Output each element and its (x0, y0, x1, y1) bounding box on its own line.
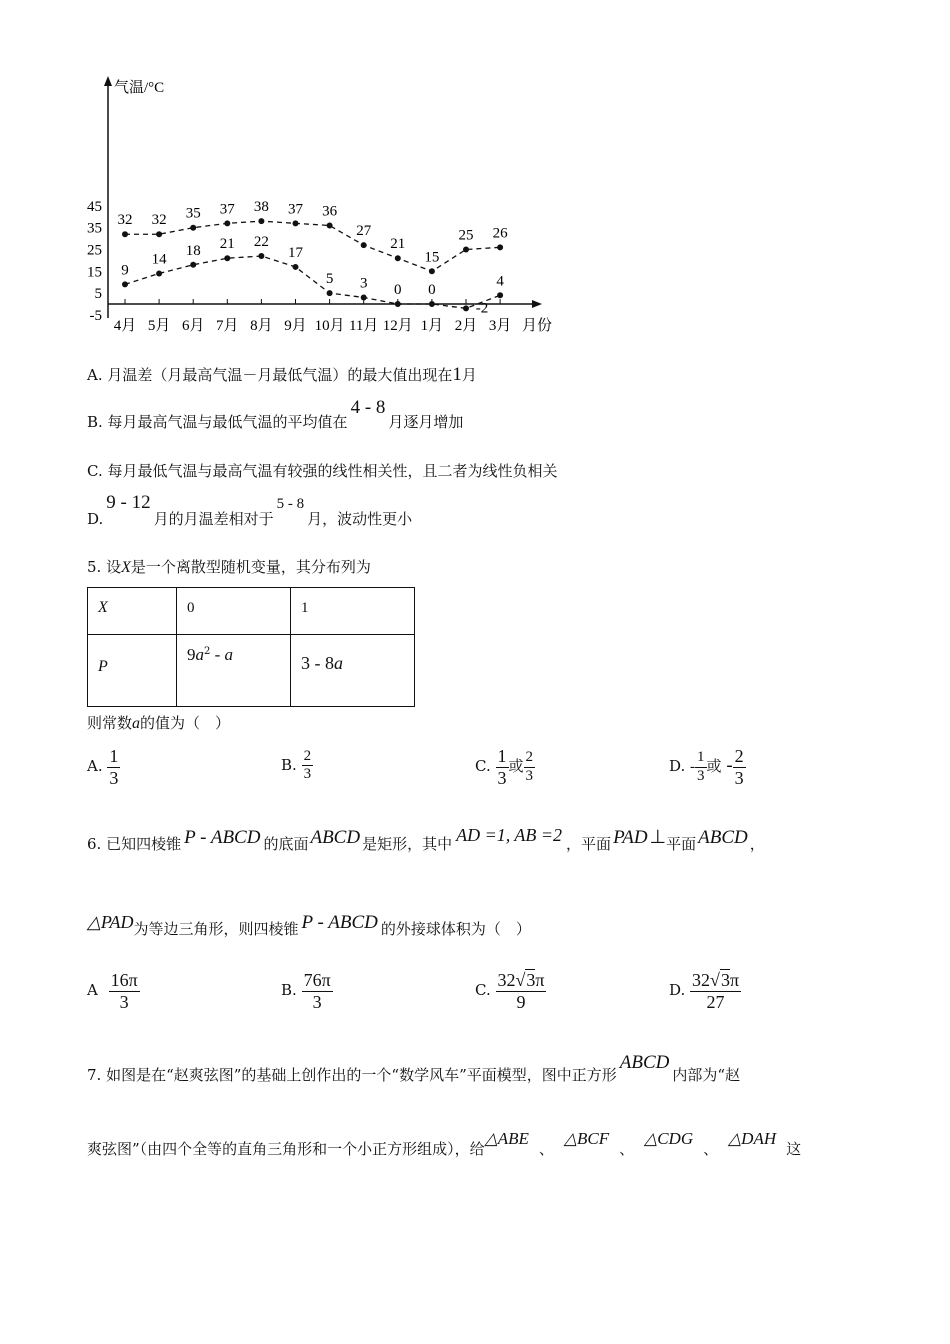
low-temp-data-label: 21 (219, 236, 235, 253)
low-temp-data-label: 17 (288, 244, 303, 261)
x-tick-label: 5月 (147, 318, 171, 334)
q4-option-d-range1: 9 - 12 (106, 492, 151, 513)
y-tick-label: 45 (87, 198, 102, 215)
high-temp-data-label: 32 (151, 212, 167, 229)
x-tick-label: 6月 (181, 318, 205, 334)
low-temp-data-label: -2 (475, 300, 489, 317)
q5-stem-post: 是一个离散型随机变量，其分布列为 (130, 558, 371, 576)
low-temp-point (395, 301, 401, 307)
low-temp-point (327, 290, 333, 296)
low-temp-data-label: 5 (325, 271, 334, 288)
high-temp-point (122, 231, 128, 237)
y-tick-label: 15 (87, 264, 102, 281)
q6-option-d-fraction: $\frac{32√3\pi}{27}$ (692, 970, 740, 1012)
low-temp-point (429, 301, 435, 307)
high-temp-data-label: 37 (288, 201, 303, 218)
high-temp-point (258, 218, 264, 224)
low-temp-data-label: 4 (496, 273, 504, 290)
low-temp-data-label: 0 (394, 282, 402, 298)
y-tick-label: -5 (89, 307, 102, 324)
high-temp-data-label: 38 (253, 199, 269, 216)
high-temp-point (463, 247, 469, 253)
low-temp-point (224, 255, 230, 261)
q4-option-d-suffix: 月，波动性更小 (307, 510, 413, 528)
high-temp-data-label: 27 (356, 223, 372, 240)
x-tick-label: 12月 (382, 318, 413, 334)
q6-option-b: B. $\frac{76\pi}{3}$ (281, 970, 331, 1012)
x-tick-label: 7月 (216, 318, 239, 334)
x-tick-label: 1月 (420, 318, 444, 334)
q6-stem-line1: 6. 已知四棱锥 P - ABCD 的底面 ABCD 是矩形，其中 AD =1, AB =2 ，平面 PAD ⊥平面 ABCD ， (87, 825, 765, 853)
high-temp-data-label: 25 (458, 227, 474, 244)
q7-math-square: ABCD (619, 1052, 670, 1073)
q5-question (87, 712, 230, 733)
high-temp-point (497, 244, 503, 250)
low-temp-point (190, 262, 196, 268)
q4-option-b (87, 397, 464, 433)
q5-stem (87, 556, 371, 577)
x-tick-label: 11月 (348, 318, 379, 334)
low-temp-point (497, 292, 503, 298)
q6-option-a-fraction: $\frac{16\pi}{3}$ (110, 970, 138, 1012)
q5-ask-post: 的值为（ ） (140, 714, 231, 732)
q7-stem-line1: 7. 如图是在“赵爽弦图”的基础上创作出的一个“数学风车”平面模型，图中正方形ABCD内部为“赵 (87, 1052, 741, 1084)
x-tick-label: 4月 (113, 318, 137, 334)
y-axis-arrow (104, 76, 112, 86)
high-temp-point (156, 231, 162, 237)
low-temp-point (156, 270, 162, 276)
high-temp-point (395, 255, 401, 261)
q6-option-c: C. $\frac{32√3\pi}{9}$ (475, 970, 545, 1012)
table-cell-0: 0 (187, 600, 195, 616)
y-tick-label: 35 (87, 220, 102, 237)
table-cell-x: X (98, 599, 108, 616)
q5-option-b: B. $\frac{2}{3}$ (281, 748, 312, 783)
q4-option-b-text: B. 每月最高气温与最低气温的平均值在 (87, 413, 348, 431)
q6-math-pyramid: P - ABCD (184, 827, 261, 848)
q4-option-d-label: D. (87, 510, 104, 528)
q5-distribution-table (87, 587, 415, 707)
temperature-line-chart (0, 0, 560, 345)
low-temp-data-label: 9 (121, 262, 129, 279)
y-tick-label: 25 (87, 242, 102, 259)
y-axis-label: 气温/°C (114, 80, 165, 96)
q4-option-a-text: A. 月温差（月最高气温－月最低气温）的最大值出现在 (87, 366, 453, 384)
high-temp-data-label: 32 (117, 212, 133, 229)
high-temp-point (190, 225, 196, 231)
q4-option-b-range: 4 - 8 (350, 397, 386, 418)
low-temp-point (463, 305, 469, 311)
x-tick-label: 9月 (284, 318, 307, 334)
table-cell-p: P (98, 658, 108, 675)
y-tick-label: 5 (94, 286, 102, 303)
high-temp-data-label: 26 (492, 225, 508, 242)
low-temp-data-label: 0 (428, 282, 436, 298)
q5-option-d: D. - $\frac{1}{3}$ 或 - $\frac{2}{3}$ (669, 746, 744, 788)
q5-ask-pre: 则常数 (87, 714, 133, 732)
q4-option-b-suffix: 月逐月增加 (388, 413, 464, 431)
high-temp-data-label: 21 (390, 236, 406, 253)
q5-var-a: a (132, 715, 141, 732)
q6-math-triangle: △PAD (87, 912, 134, 932)
q6-option-c-fraction: $\frac{32√3\pi}{9}$ (497, 970, 545, 1012)
q4-option-c-text: C. 每月最低气温与最高气温有较强的线性相关性，且二者为线性负相关 (87, 462, 558, 480)
q5-option-a-fraction: $\frac{1}{3}$ (109, 746, 119, 788)
x-tick-label: 2月 (454, 318, 478, 334)
q5-option-b-fraction: $\frac{2}{3}$ (303, 748, 312, 783)
high-temp-point (327, 223, 333, 229)
q4-option-a-suffix: 月 (461, 366, 477, 384)
x-tick-label: 3月 (488, 318, 512, 334)
high-temp-data-label: 36 (322, 203, 338, 220)
q6-stem-line2: △PAD为等边三角形，则四棱锥 P - ABCD 的外接球体积为（ ） (87, 912, 531, 938)
q6-option-b-fraction: $\frac{76\pi}{3}$ (303, 970, 331, 1012)
low-temp-data-label: 14 (151, 251, 167, 268)
high-temp-point (361, 242, 367, 248)
low-temp-point (361, 294, 367, 300)
table-cell-prob-0: $9a^2$ - a (177, 635, 291, 707)
q5-option-a: A. $\frac{1}{3}$ (87, 746, 119, 788)
high-temp-data-label: 15 (424, 249, 440, 266)
q5-stem-pre: 5. 设 (87, 558, 122, 576)
q6-math-edges: AD =1, AB =2 (456, 825, 563, 845)
q4-option-a (87, 364, 477, 386)
q5-var-x: X (121, 559, 131, 576)
x-tick-label: 8月 (250, 318, 273, 334)
low-temp-line (125, 256, 500, 308)
q5-option-c: C. $\frac{1}{3}$ 或 $\frac{2}{3}$ (475, 746, 534, 788)
q7-stem-line2: 爽弦图”（由四个全等的直角三角形和一个小正方形组成），给△ABE、△BCF、△CDG、△DAH这 (87, 1129, 802, 1158)
low-temp-point (258, 253, 264, 259)
high-temp-point (429, 268, 435, 274)
high-temp-point (293, 220, 299, 226)
table-cell-1: 1 (301, 600, 309, 616)
high-temp-point (224, 220, 230, 226)
low-temp-data-label: 18 (185, 242, 201, 259)
q4-option-d-mid: 月的月温差相对于 (153, 510, 274, 528)
table-cell-prob-1: 3 - 8a (291, 635, 415, 707)
q6-option-a: A $\frac{16\pi}{3}$ (87, 970, 138, 1012)
high-temp-line (125, 221, 500, 271)
q4-option-d (87, 492, 413, 530)
low-temp-data-label: 22 (253, 234, 269, 251)
low-temp-point (122, 281, 128, 287)
high-temp-data-label: 37 (219, 201, 235, 218)
q6-option-d: D. $\frac{32√3\pi}{27}$ (669, 970, 740, 1012)
low-temp-point (293, 264, 299, 270)
q4-option-c (87, 460, 557, 481)
x-axis-label: 月份 (522, 318, 553, 334)
q4-option-a-value: 1 (452, 364, 462, 385)
q4-option-d-range2: 5 - 8 (276, 496, 305, 512)
high-temp-data-label: 35 (185, 205, 201, 222)
x-tick-label: 10月 (314, 318, 345, 334)
low-temp-data-label: 3 (359, 275, 368, 292)
x-axis-arrow (532, 300, 542, 308)
